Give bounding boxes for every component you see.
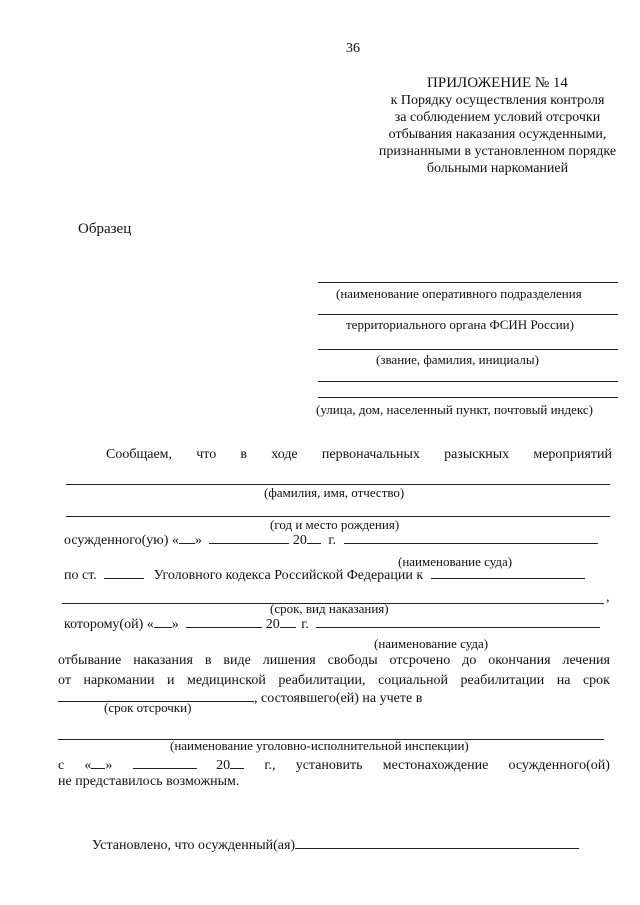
year-field[interactable]	[230, 756, 244, 769]
addressee-line	[318, 314, 618, 315]
page-number: 36	[346, 41, 360, 56]
day-field[interactable]	[154, 615, 172, 628]
intro-word: разыскных	[444, 447, 510, 462]
caption-delay: (срок отсрочки)	[104, 700, 192, 715]
article-prefix: по ст.	[64, 568, 97, 583]
convicted-line	[64, 531, 598, 549]
intro-line	[106, 447, 612, 463]
caption-address: (улица, дом, населенный пункт, почтовый индекс)	[316, 402, 593, 417]
caption-fio: (фамилия, имя, отчество)	[264, 485, 405, 500]
intro-word: что	[196, 447, 217, 462]
convicted-prefix: осужденного(ую) «	[64, 533, 179, 548]
quote-open: «	[84, 758, 92, 773]
caption-birth: (год и место рождения)	[270, 517, 400, 532]
intro-word: ходе	[271, 447, 298, 462]
appendix-line: за соблюдением условий отсрочки	[394, 110, 601, 125]
article-line	[64, 566, 585, 584]
impossible-text: не представилось возможным.	[58, 774, 240, 789]
article-field[interactable]	[104, 566, 144, 579]
comma: ,	[606, 590, 610, 605]
month-field[interactable]	[209, 531, 289, 544]
day-field[interactable]	[179, 531, 195, 544]
appendix-header	[360, 75, 635, 177]
quote-close: »	[105, 758, 113, 773]
since-line	[58, 756, 610, 774]
addressee-line	[318, 349, 618, 350]
caption-term: (срок, вид наказания)	[270, 601, 389, 616]
registered-text: , состоявшего(ей) на учете в	[254, 691, 423, 706]
year-suffix: г.	[301, 617, 309, 632]
whom-prefix: которому(ой) «	[64, 617, 154, 632]
term-field[interactable]	[431, 566, 585, 579]
addressee-line	[318, 397, 618, 398]
quote-close: »	[171, 617, 179, 632]
since-month-year	[133, 756, 245, 774]
year-field[interactable]	[280, 615, 296, 628]
whom-line	[64, 615, 600, 633]
year-20: 20	[265, 617, 280, 632]
addressee-line	[318, 282, 618, 283]
year-20: 20	[216, 758, 231, 773]
article-mid: Уголовного кодекса Российской Федерации к	[153, 568, 424, 583]
month-field[interactable]	[133, 756, 197, 769]
since-word: осужденного(ой)	[508, 758, 610, 773]
intro-word: в	[240, 447, 248, 462]
caption-organ: территориального органа ФСИН России)	[346, 317, 574, 332]
intro-word: мероприятий	[533, 447, 612, 462]
court-field[interactable]	[344, 531, 598, 544]
appendix-line: признанными в установленном порядке	[378, 144, 617, 159]
since-c: с	[58, 758, 65, 773]
since-word: местонахождение	[382, 758, 489, 773]
caption-court-2: (наименование суда)	[374, 636, 489, 651]
intro-word: первоначальных	[321, 447, 420, 462]
appendix-line: больными наркоманией	[426, 161, 569, 176]
court-field[interactable]	[316, 615, 600, 628]
paragraph-line-1: отбывание наказания в виде лишения свободы отсрочено до окончания лечения	[58, 653, 610, 668]
day-field[interactable]	[91, 756, 105, 769]
convicted-name-field[interactable]	[295, 836, 579, 849]
intro-word: Сообщаем,	[106, 447, 173, 462]
year-suffix: г.	[328, 533, 337, 548]
established-line	[92, 836, 579, 854]
since-word: установить	[295, 758, 363, 773]
appendix-line: к Порядку осуществления контроля	[390, 93, 605, 108]
caption-rank: (звание, фамилия, инициалы)	[376, 352, 539, 367]
sample-label: Образец	[78, 221, 132, 237]
since-date	[84, 756, 112, 774]
quote-close: »	[194, 533, 202, 548]
year-20: 20	[292, 533, 307, 548]
caption-court: (наименование суда)	[398, 554, 513, 569]
caption-unit: (наименование оперативного подразделения	[336, 286, 582, 301]
paragraph-line-2: от наркомании и медицинской реабилитации, социальной реабилитации на срок	[58, 673, 610, 688]
established-text: Установлено, что осужденный(ая)	[92, 838, 296, 853]
addressee-line	[318, 381, 618, 382]
since-word: г.,	[264, 758, 276, 773]
appendix-line: отбывания наказания осужденными,	[388, 127, 607, 142]
year-field[interactable]	[307, 531, 321, 544]
month-field[interactable]	[186, 615, 262, 628]
caption-inspection: (наименование уголовно-исполнительной инспекции)	[170, 738, 469, 753]
appendix-title: ПРИЛОЖЕНИЕ № 14	[427, 75, 568, 91]
